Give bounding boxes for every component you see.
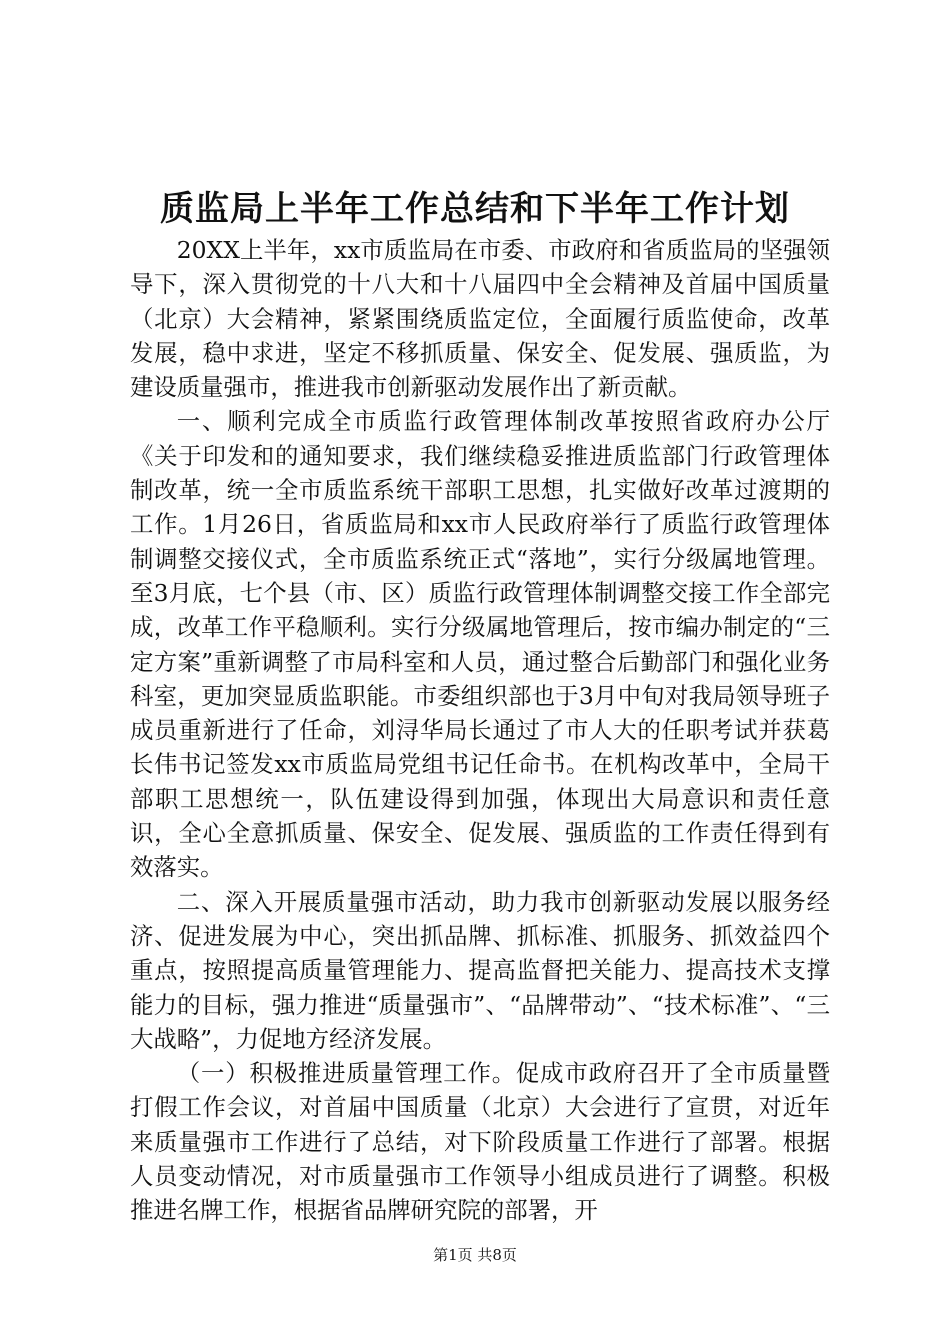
document-body bbox=[130, 233, 830, 1228]
paragraph-section-1: 一、顺利完成全市质监行政管理体制改革按照省政府办公厅《关于印发和的通知要求，我们继续稳妥推进质监部门行政管理体制改革，统一全市质监系统干部职工思想，扎实做好改革过渡期的工作。1月26日，省质监局和xx市人民政府举行了质监行政管理体制调整交接仪式，全市质监系统正式“落地”，实行分级属地管理。至3月底，七个县（市、区）质监行政管理体制调整交接工作全部完成，改革工作平稳顺利。实行分级属地管理后，按市编办制定的“三定方案”重新调整了市局科室和人员，通过整合后勤部门和强化业务科室，更加突显质监职能。市委组织部也于3月中旬对我局领导班子成员重新进行了任命，刘浔华局长通过了市人大的任职考试并获葛长伟书记签发xx市质监局党组书记任命书。在机构改革中，全局干部职工思想统一，队伍建设得到加强，体现出大局意识和责任意识，全心全意抓质量、保安全、促发展、强质监的工作责任得到有效落实。 bbox=[130, 407, 830, 882]
paragraph-subsection-1: （一）积极推进质量管理工作。促成市政府召开了全市质量暨打假工作会议，对首届中国质量（北京）大会进行了宣贯，对近年来质量强市工作进行了总结，对下阶段质量工作进行了部署。根据人员变动情况，对市质量强市工作领导小组成员进行了调整。积极推进名牌工作，根据省品牌研究院的部署，开 bbox=[130, 1059, 830, 1225]
page-number-footer: 第1页 共8页 bbox=[433, 1246, 517, 1264]
paragraph-section-2: 二、深入开展质量强市活动，助力我市创新驱动发展以服务经济、促进发展为中心，突出抓品牌、抓标准、抓服务、抓效益四个重点，按照提高质量管理能力、提高监督把关能力、提高技术支撑能力的目标，强力推进“质量强市”、“品牌带动”、“技术标准”、“三大战略”，力促地方经济发展。 bbox=[130, 887, 830, 1053]
paragraph-intro: 20XX上半年，xx市质监局在市委、市政府和省质监局的坚强领导下，深入贯彻党的十八大和十八届四中全会精神及首届中国质量（北京）大会精神，紧紧围绕质监定位，全面履行质监使命，改革发展，稳中求进，坚定不移抓质量、保安全、促发展、强质监，为建设质量强市，推进我市创新驱动发展作出了新贡献。 bbox=[130, 236, 830, 402]
document-title: 质监局上半年工作总结和下半年工作计划 bbox=[160, 189, 790, 229]
